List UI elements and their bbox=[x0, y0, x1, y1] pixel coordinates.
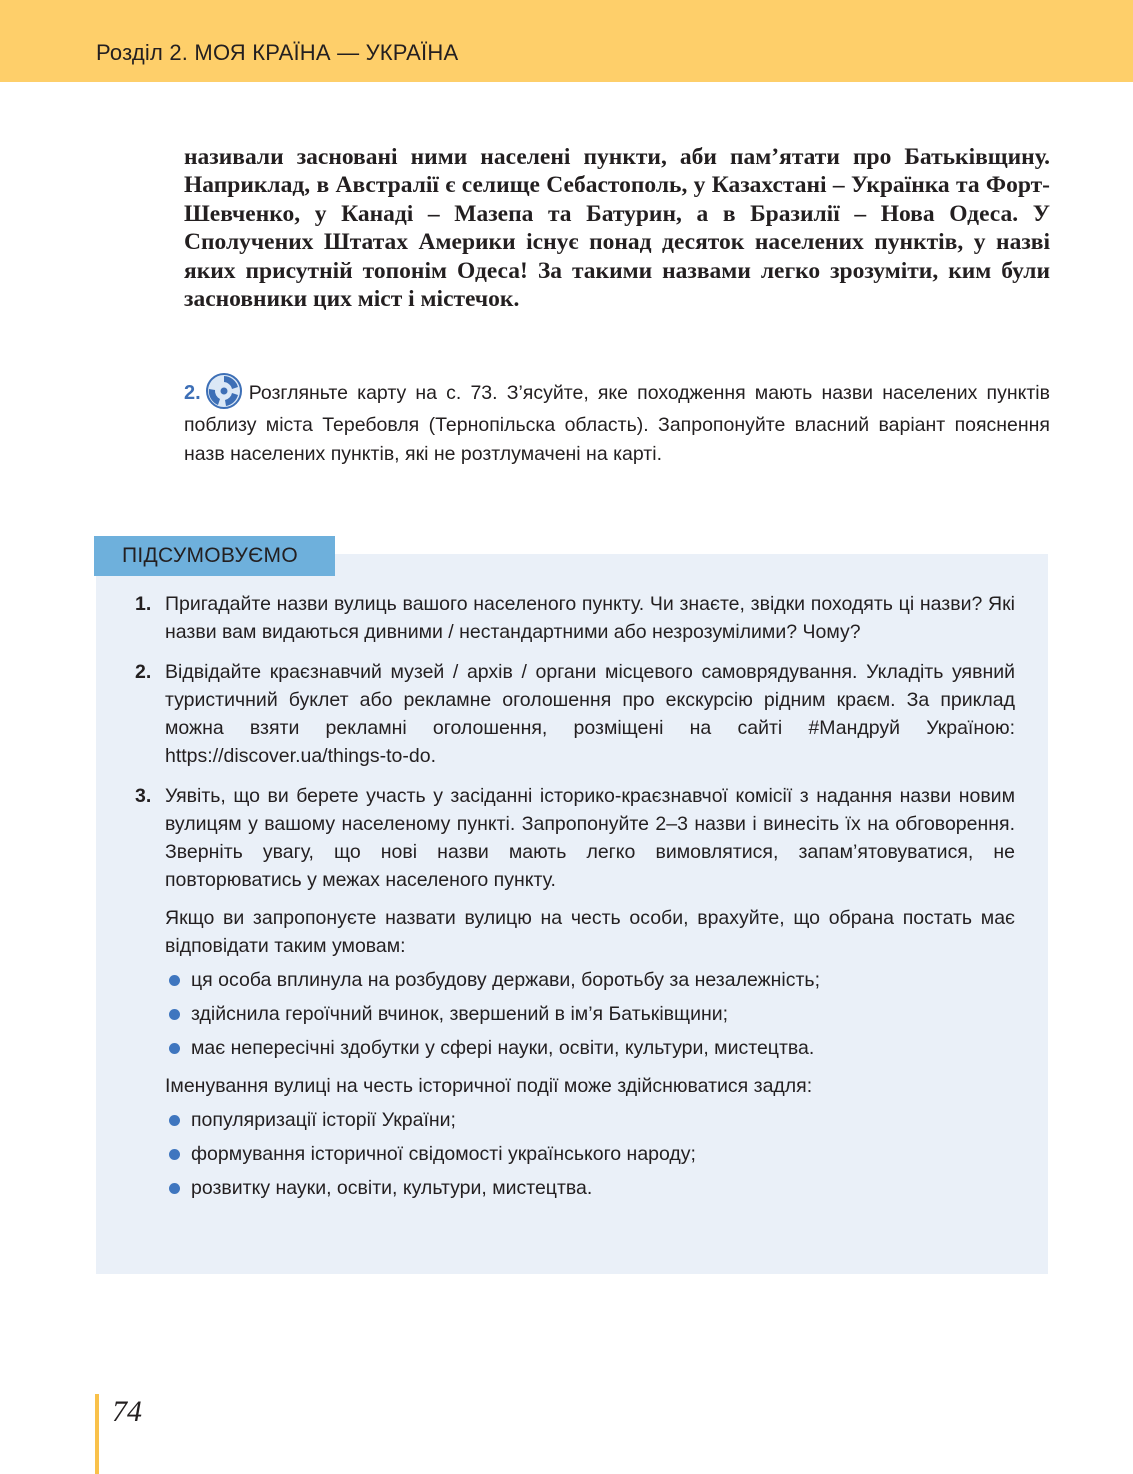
task-block bbox=[184, 371, 1050, 468]
bullet-icon bbox=[169, 1183, 180, 1194]
item-number: 2. bbox=[135, 661, 152, 683]
task-text: Розгляньте карту на с. 73. З’ясуйте, яке походження мають назви населених пунктів поблизу міста Теребовля (Тернопільска область). Запропонуйте власний варіант пояснення назв населених пунктів, які не розтлумачені на карті. bbox=[184, 382, 1050, 465]
page-number: 74 bbox=[112, 1395, 142, 1428]
group-work-icon bbox=[203, 371, 245, 411]
list-item: формування історичної свідомості українського народу; bbox=[165, 1140, 1015, 1168]
item-text: Пригадайте назви вулиць вашого населеного пункту. Чи знаєте, звідки походять ці назви? Які назви вам видаються дивними / нестандартними або незрозумілими? Чому? bbox=[165, 593, 1015, 643]
summary-item-2 bbox=[135, 658, 1015, 770]
item-number: 3. bbox=[135, 785, 152, 807]
list-item: розвитку науки, освіти, культури, мистецтва. bbox=[165, 1174, 1015, 1202]
item-body bbox=[165, 782, 1015, 1208]
page-number-bar bbox=[95, 1394, 99, 1474]
bullet-icon bbox=[169, 1149, 180, 1160]
list-item: має непересічні здобутки у сфері науки, освіти, культури, мистецтва. bbox=[165, 1034, 1015, 1062]
body-paragraph: називали засновані ними населені пункти, аби пам’ятати про Батьківщину. Наприклад, в Австралії є селище Себастополь, у Казахстані – Українка та Форт-Шевченко, у Канаді – Мазепа та Батурин, а в Бразилії – Нова Одеса. У Сполучених Штатах Америки існує понад десяток населених пунктів, у назві яких присутній топонім Одеса! За такими назвами легко зрозуміти, ким були засновники цих міст і містечок. bbox=[184, 144, 1050, 313]
summary-item-1 bbox=[135, 590, 1015, 646]
list-item: ця особа вплинула на розбудову держави, боротьбу за незалежність; bbox=[165, 966, 1015, 994]
chapter-header bbox=[0, 0, 1133, 82]
bullet-icon bbox=[169, 975, 180, 986]
conditions-intro: Якщо ви запропонуєте назвати вулицю на честь особи, врахуйте, що обрана постать має відповідати таким умовам: bbox=[165, 907, 1015, 957]
item-text: Уявіть, що ви берете участь у засіданні історико-краєзнавчої комісії з надання назви новим вулицям у вашому населеному пункті. Запропонуйте 2–3 назви і винесіть їх на обговорення. Зверніть увагу, що нові назви мають легко вимовлятися, запам’ятовуватися, не повторюватись у межах населеного пункту. bbox=[165, 785, 1015, 891]
bullet-icon bbox=[169, 1115, 180, 1126]
item-number: 1. bbox=[135, 593, 152, 615]
task-number: 2. bbox=[184, 382, 201, 404]
event-purposes-list bbox=[165, 1106, 1015, 1202]
list-item: здійснила героїчний вчинок, звершений в ім’я Батьківщини; bbox=[165, 1000, 1015, 1028]
item-text: Відвідайте краєзнавчий музей / архів / органи місцевого самоврядування. Укладіть уявний туристичний буклет або рекламне оголошення про екскурсію рідним краєм. За приклад можна взяти рекламні оголошення, розміщені на сайті #Мандруй Україною: https://discover.ua/things-to-do. bbox=[165, 661, 1015, 767]
summary-item-3 bbox=[135, 782, 1015, 1208]
summary-tab bbox=[94, 536, 335, 576]
list-item: популяризації історії України; bbox=[165, 1106, 1015, 1134]
bullet-icon bbox=[169, 1009, 180, 1020]
summary-list bbox=[135, 590, 1015, 1220]
conditions-list bbox=[165, 966, 1015, 1062]
event-intro: Іменування вулиці на честь історичної події може здійснюватися задля: bbox=[165, 1075, 813, 1097]
bullet-icon bbox=[169, 1043, 180, 1054]
chapter-title: Розділ 2. МОЯ КРАЇНА — УКРАЇНА bbox=[96, 40, 459, 65]
summary-label: ПІДСУМОВУЄМО bbox=[122, 544, 298, 567]
